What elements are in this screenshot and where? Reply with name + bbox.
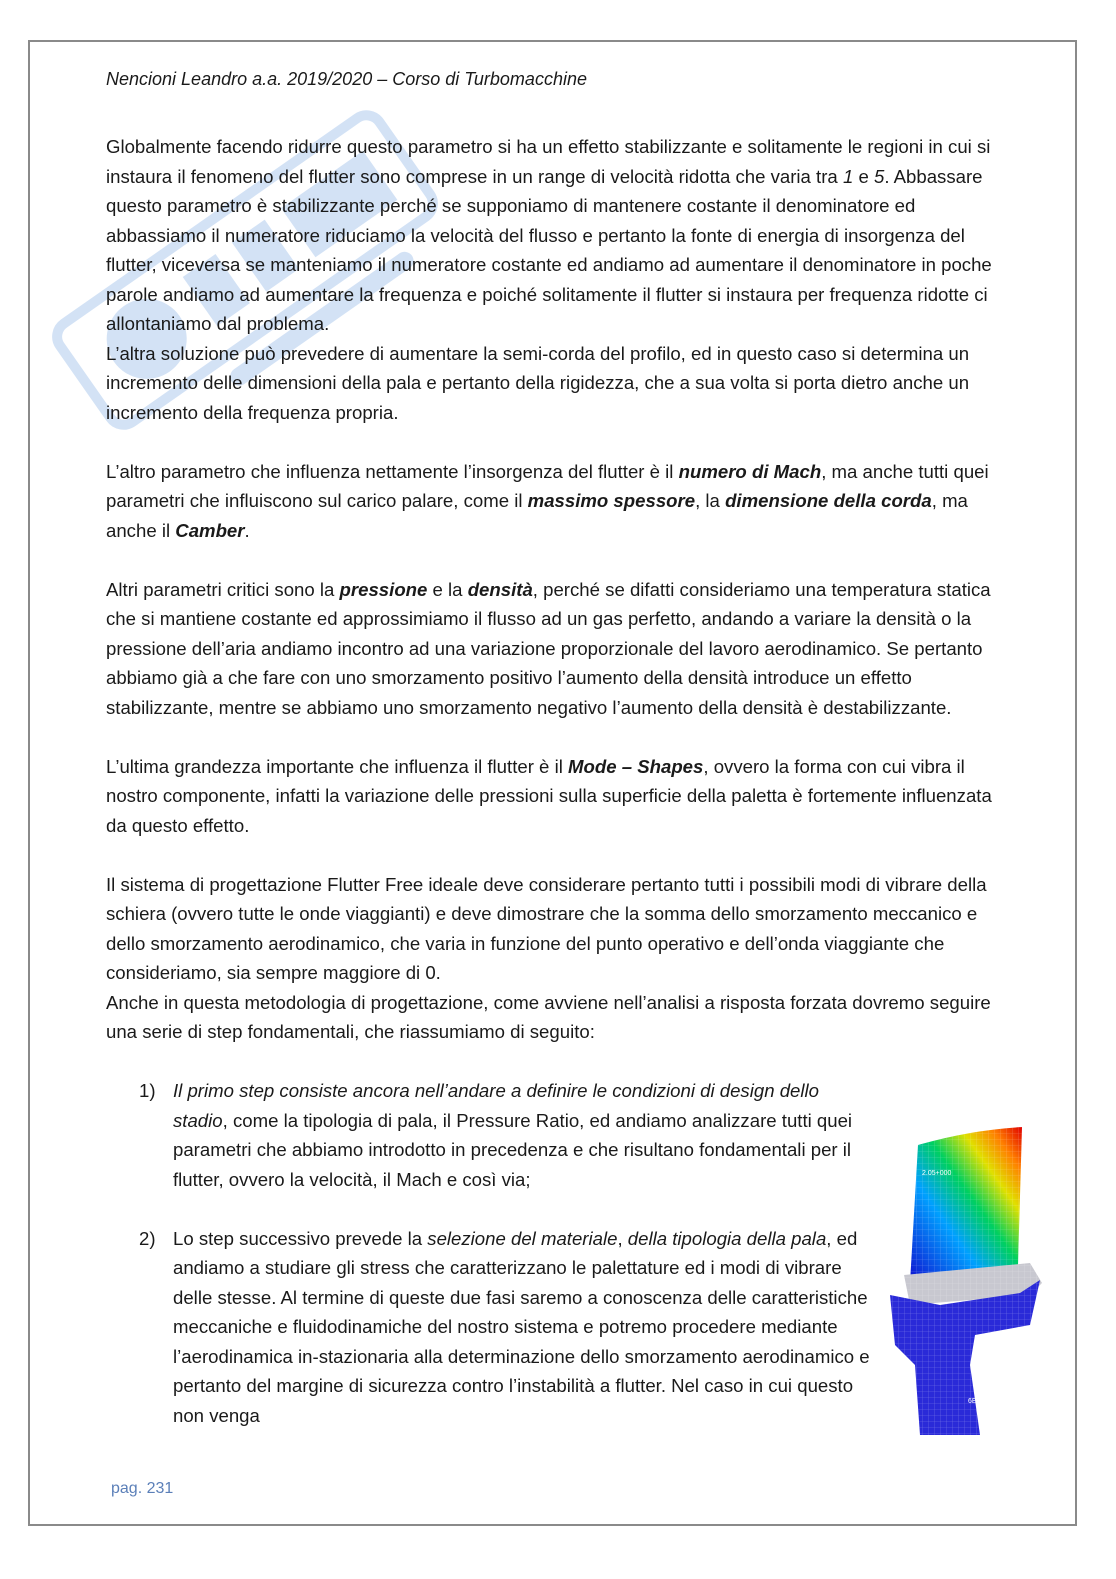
blade-fem-figure: [880, 1115, 1050, 1435]
figure-label-top: 2.05+000: [922, 1170, 952, 1177]
paragraph: Anche in questa metodologia di progettazione, come avviene nell’analisi a risposta forzata dovremo seguire una serie di step fondamentali, che riassumiamo di seguito:: [106, 991, 991, 1042]
paragraph: Il sistema di progettazione Flutter Free ideale deve considerare pertanto tutti i possibili modi di vibrare della schiera (ovvero tutte le onde viaggianti) e deve dimostrare che la somma dello smorzamento meccanico e dello smorzamento aerodinamico, che varia in funzione del punto operativo e dell’onda viaggiante che consideriamo, sia sempre maggiore di 0.: [106, 873, 987, 983]
list-item: 2) Lo step successivo prevede la selezione del materiale, della tipologia della pala, ed andiamo a studiare gli stress che caratterizzano le palettature ed i modi di vibrare delle stesse. Al termine di queste due fasi saremo a conoscenza delle caratteristiche meccaniche e fluidodinamiche del nostro sistema e potremo procedere mediante l’aerodinamica in-stazionaria alla determinazione dello smorzamento aerodinamico e pertanto del margine di sicurezza contro l’instabilità a flutter. Nel caso in cui questo non venga: [139, 1227, 870, 1426]
paragraph: L’altra soluzione può prevedere di aumentare la semi-corda del profilo, ed in questo caso si determina un incremento delle dimensioni della pala e pertanto della rigidezza, che a sua volta si porta dietro anche un incremento della frequenza propria.: [106, 342, 970, 423]
steps-list: [106, 1076, 1002, 1430]
document-body: [106, 132, 1002, 1460]
paragraph: L’ultima grandezza importante che influenza il flutter è il Mode – Shapes, ovvero la forma con cui vibra il nostro componente, infatti la variazione delle pressioni sulla superficie della paletta è fortemente influenzata da questo effetto.: [106, 755, 992, 836]
figure-label-bottom: 6E-005: [968, 1398, 991, 1405]
page-header: Nencioni Leandro a.a. 2019/2020 – Corso di Turbomacchine: [106, 69, 587, 89]
page-number: pag. 231: [111, 1480, 174, 1497]
paragraph: L’altro parametro che influenza nettamente l’insorgenza del flutter è il numero di Mach, ma anche tutti quei parametri che influiscono sul carico palare, come il massimo spessore, la dimensione della corda, ma anche il Camber.: [106, 460, 989, 541]
paragraph: Altri parametri critici sono la pressione e la densità, perché se difatti consideriamo una temperatura statica che si mantiene costante ed approssimiamo il flusso ad un gas perfetto, andando a variare la densità o la pressione dell’aria andiamo incontro ad una variazione proporzionale del lavoro aerodinamico. Se pertanto abbiamo già a che fare con uno smorzamento positivo l’aumento della densità introduce un effetto stabilizzante, mentre se abbiamo uno smorzamento negativo l’aumento della densità è destabilizzante.: [106, 578, 991, 718]
list-item: 1) Il primo step consiste ancora nell’andare a definire le condizioni di design dello stadio, come la tipologia di pala, il Pressure Ratio, ed andiamo analizzare tutti quei parametri che abbiamo introdotto in precedenza e che risultano fondamentali per il flutter, ovvero la velocità, il Mach e così via;: [139, 1080, 853, 1190]
paragraph: Globalmente facendo ridurre questo parametro si ha un effetto stabilizzante e solitamente le regioni in cui si instaura il fenomeno del flutter sono comprese in un range di velocità ridotta che varia tra 1 e 5. Abbassare questo parametro è stabilizzante perché se supponiamo di mantenere costante il denominatore ed abbassiamo il numeratore riduciamo la velocità del flusso e pertanto la fonte di energia di insorgenza del flutter, viceversa se manteniamo il numeratore costante ed andiamo ad aumentare il denominatore in poche parole andiamo ad aumentare la frequenza e poiché solitamente il flutter si instaura per frequenza ridotte ci allontaniamo dal problema.: [106, 136, 992, 334]
